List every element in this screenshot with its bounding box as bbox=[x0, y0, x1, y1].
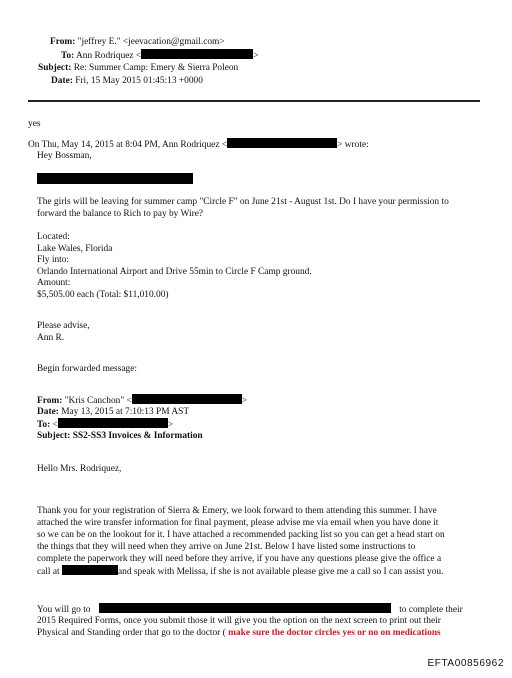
fwd-from-value: "Kris Canchon" < bbox=[64, 396, 132, 406]
quote-fly-value: Orlando International Airport and Drive 55min to Circle F Camp ground. bbox=[37, 267, 312, 277]
fwd-to-suffix: > bbox=[167, 420, 174, 430]
quote-advise: Please advise, bbox=[37, 321, 90, 331]
fwd-body-line3: so we can be on the lookout for it. I have attached a recommended packing list so you can get a head start on bbox=[37, 530, 445, 540]
fwd-date-value: May 13, 2015 at 7:10:13 PM AST bbox=[61, 407, 190, 417]
fwd-body-line6-suffix: and speak with Melissa, if she is not available please give me a call so I can assist you. bbox=[118, 567, 444, 577]
fwd-to-label: To: bbox=[37, 420, 51, 430]
quote-redacted-line bbox=[37, 173, 193, 187]
fwd-physical-line bbox=[37, 627, 441, 639]
redaction-box bbox=[62, 565, 118, 575]
fwd-date-row bbox=[37, 406, 189, 418]
fwd-body-line5: complete the paperwork they will need before they arrive, if you have any questions please give the office a bbox=[37, 554, 442, 564]
fwd-subject-row bbox=[37, 430, 203, 442]
reply-text: yes bbox=[28, 119, 41, 129]
fwd-body-line6 bbox=[37, 565, 443, 578]
header-from-row bbox=[50, 36, 225, 48]
quote-intro-suffix: > wrote: bbox=[337, 140, 369, 150]
quote-located-value: Lake Wales, Florida bbox=[37, 244, 113, 254]
header-from-label: From: bbox=[50, 37, 76, 47]
redaction-box bbox=[99, 603, 391, 613]
quote-para1-line1: The girls will be leaving for summer camp "Circle F" on June 21st - August 1st. Do I have your permission to bbox=[37, 197, 449, 207]
fwd-date-label: Date: bbox=[37, 407, 59, 417]
redaction-box bbox=[132, 394, 242, 404]
header-date-label: Date: bbox=[51, 76, 73, 86]
quote-fly-label: Fly into: bbox=[37, 255, 70, 265]
fwd-body-line2: attached the wire transfer information for final payment, please advise me via email when you have done it bbox=[37, 518, 439, 528]
fwd-body-line6-prefix: call at bbox=[37, 567, 60, 577]
redaction-box bbox=[227, 138, 337, 148]
header-to-value: Ann Rodriquez < bbox=[76, 51, 142, 61]
header-date-row bbox=[51, 75, 203, 87]
redaction-box bbox=[37, 173, 193, 184]
quote-forward-intro: Begin forwarded message: bbox=[37, 364, 137, 374]
header-divider bbox=[28, 100, 480, 102]
fwd-physical-red: make sure the doctor circles yes or no on medications bbox=[228, 628, 441, 638]
fwd-goto-prefix: You will go to bbox=[37, 605, 91, 615]
header-to-suffix: > bbox=[253, 51, 259, 61]
quote-greeting: Hey Bossman, bbox=[37, 151, 92, 161]
quote-para1-line2: forward the balance to Rich to pay by Wire? bbox=[37, 209, 204, 219]
bates-number: EFTA00856962 bbox=[427, 658, 504, 669]
header-subject-label: Subject: bbox=[38, 63, 72, 73]
quote-signoff: Ann R. bbox=[37, 333, 65, 343]
quote-amount-value: $5,505.00 each (Total: $11,010.00) bbox=[37, 290, 169, 300]
fwd-subject-label: Subject: bbox=[37, 431, 71, 441]
fwd-to-value: < bbox=[52, 420, 58, 430]
quote-located-label: Located: bbox=[37, 232, 70, 242]
fwd-body-line1: Thank you for your registration of Sierra & Emery, we look forward to them attending this summer. I have bbox=[37, 506, 437, 516]
fwd-greeting: Hello Mrs. Rodriquez, bbox=[37, 464, 122, 474]
fwd-body-line4: the things that they will need when they arrive on June 21st. Below I have listed some instructions to bbox=[37, 542, 416, 552]
fwd-subject-value: SS2-SS3 Invoices & Information bbox=[72, 431, 203, 441]
quote-intro-prefix: On Thu, May 14, 2015 at 8:04 PM, Ann Rodriquez < bbox=[28, 140, 228, 150]
header-subject-row bbox=[38, 62, 238, 74]
header-date-value: Fri, 15 May 2015 01:45:13 +0000 bbox=[75, 76, 203, 86]
header-subject-value: Re: Summer Camp: Emery & Sierra Poleon bbox=[73, 63, 239, 73]
fwd-physical-prefix: Physical and Standing order that go to the doctor ( bbox=[37, 628, 226, 638]
quote-amount-label: Amount: bbox=[37, 278, 71, 288]
header-to-row bbox=[61, 49, 259, 62]
redaction-box bbox=[58, 418, 168, 428]
fwd-from-label: From: bbox=[37, 396, 63, 406]
redaction-box bbox=[141, 49, 253, 59]
fwd-goto-suffix: to complete their bbox=[399, 605, 463, 615]
header-from-value: "jeffrey E." <jeevacation@gmail.com> bbox=[77, 37, 225, 47]
header-to-label: To: bbox=[61, 51, 75, 61]
fwd-forms-line: 2015 Required Forms, once you submit those it will give you the option on the next screen to print out their bbox=[37, 616, 441, 626]
fwd-from-suffix: > bbox=[241, 396, 248, 406]
